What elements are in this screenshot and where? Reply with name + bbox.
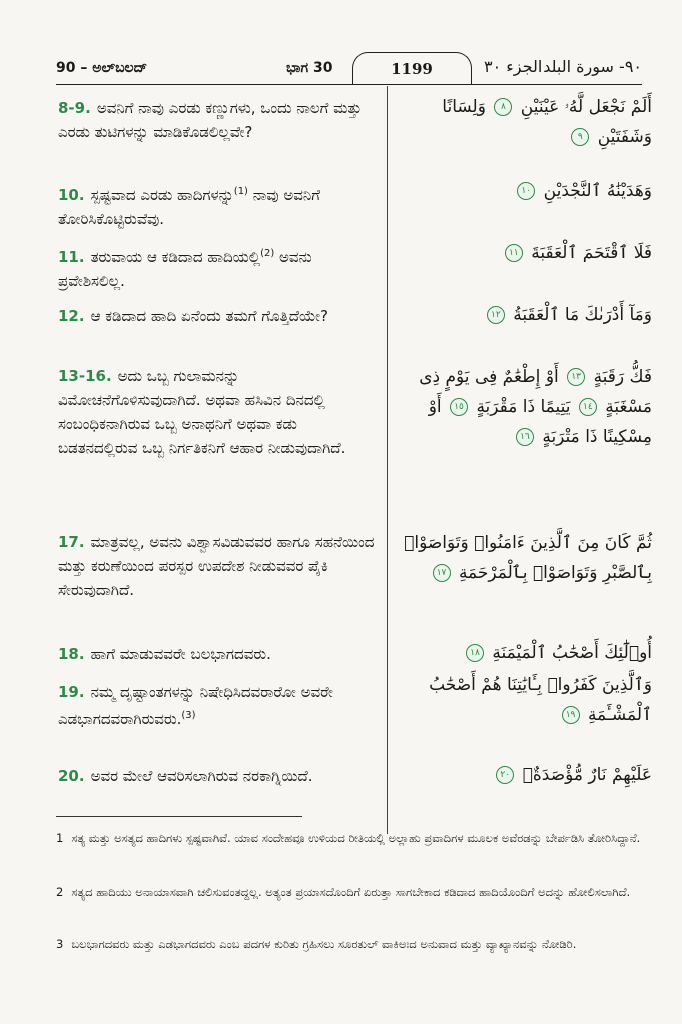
verse-marker-icon: ١٤ — [579, 398, 597, 416]
footnote-2 — [56, 882, 652, 902]
verse-marker-icon: ١١ — [505, 244, 523, 262]
verse-text: ಅವರ ಮೇಲೆ ಆವರಿಸಲಾಗಿರುವ ನರಕಾಗ್ನಿಯಿದೆ. — [90, 767, 313, 785]
arabic-text: وَٱلَّذِينَ كَفَرُوا۟ بِـَٔايَٰتِنَا هُمْ أَصْحَٰبُ ٱلْمَشْـَٔمَةِ — [429, 675, 652, 725]
verse-20-arabic — [400, 760, 652, 790]
verse-marker-icon: ١٥ — [450, 398, 468, 416]
verse-18-arabic — [400, 638, 652, 668]
footnote-3 — [56, 934, 652, 954]
arabic-text: وَلِسَانًا وَشَفَتَيْنِ — [442, 97, 652, 147]
verse-8-9-arabic — [400, 92, 652, 152]
verse-number: 18. — [58, 645, 85, 663]
verse-11-translation — [58, 242, 378, 293]
verse-text: ನಾವು ಅವನಿಗೆ ತೋರಿಸಿಕೊಟ್ಟಿರುವೆವು. — [58, 186, 320, 228]
verse-19-arabic — [400, 670, 652, 730]
footnote-number: 3 — [56, 937, 64, 951]
verse-12-translation — [58, 304, 378, 328]
page-header — [56, 52, 642, 86]
arabic-text: فَكُّ رَقَبَةٍ — [593, 367, 652, 387]
verse-13-16-arabic — [400, 362, 652, 452]
verse-number: 11. — [58, 248, 85, 266]
verse-marker-icon: ١٠ — [517, 182, 535, 200]
verse-17-arabic — [400, 528, 652, 588]
arabic-text: عَلَيْهِمْ نَارٌ مُّؤْصَدَةٌۢ — [522, 765, 652, 785]
verse-text: ಹಾಗೆ ಮಾಡುವವರೇ ಬಲಭಾಗದವರು. — [90, 645, 271, 663]
verse-number: 10. — [58, 186, 85, 204]
verse-marker-icon: ١٨ — [466, 644, 484, 662]
footnote-number: 2 — [56, 885, 64, 899]
footnote-ref: (1) — [233, 186, 248, 197]
arabic-text: أَلَمْ نَجْعَل لَّهُۥ عَيْنَيْنِ — [520, 97, 652, 117]
verse-marker-icon: ٢٠ — [496, 766, 514, 784]
verse-10-arabic — [400, 176, 652, 206]
verse-text: ಆ ಕಡಿದಾದ ಹಾದಿ ಏನೆಂದು ತಮಗೆ ಗೊತ್ತಿದೆಯೇ? — [90, 307, 328, 325]
arabic-text: وَهَدَيْنَٰهُ ٱلنَّجْدَيْنِ — [543, 181, 652, 201]
verse-text: ಅವನು ಪ್ರವೇಶಿಸಲಿಲ್ಲ. — [58, 248, 312, 290]
arabic-text: ثُمَّ كَانَ مِنَ ٱلَّذِينَ ءَامَنُوا۟ وَتَوَاصَوْا۟ بِٱلصَّبْرِ وَتَوَاصَوْا۟ بِٱلْمَرْحَمَةِ — [404, 533, 652, 583]
verse-marker-icon: ٩ — [571, 128, 589, 146]
verse-17-translation — [58, 530, 378, 602]
arabic-text: وَمَآ أَدْرَىٰكَ مَا ٱلْعَقَبَةُ — [513, 305, 652, 325]
footnote-number: 1 — [56, 831, 64, 845]
verse-marker-icon: ١٧ — [433, 564, 451, 582]
verse-marker-icon: ٨ — [494, 98, 512, 116]
footnote-1 — [56, 828, 652, 848]
verse-marker-icon: ١٦ — [516, 428, 534, 446]
verse-19-translation — [58, 680, 378, 731]
verse-number: 19. — [58, 683, 85, 701]
verse-marker-icon: ١٩ — [562, 706, 580, 724]
verse-18-translation — [58, 642, 378, 666]
verse-number: 12. — [58, 307, 85, 325]
arabic-text: أُو۟لَٰٓئِكَ أَصْحَٰبُ ٱلْمَيْمَنَةِ — [492, 643, 652, 663]
verse-8-9-translation — [58, 96, 378, 144]
arabic-text: أَوْ مِسْكِينًا ذَا مَتْرَبَةٍ — [428, 397, 652, 447]
verse-text: ತರುವಾಯ ಆ ಕಡಿದಾದ ಹಾದಿಯಲ್ಲಿ — [90, 248, 261, 266]
page-number: 1199 — [352, 52, 472, 85]
verse-number: 20. — [58, 767, 85, 785]
verse-10-translation — [58, 180, 378, 231]
verse-12-arabic — [400, 300, 652, 330]
verse-number: 8-9. — [58, 99, 91, 117]
surah-label-arabic: ٩٠- سورة البلد — [543, 57, 642, 76]
verse-11-arabic — [400, 238, 652, 268]
footnote-rule — [56, 816, 302, 817]
footnote-text: ಸತ್ಯದ ಹಾದಿಯು ಅನಾಯಾಸವಾಗಿ ಚಲಿಸುವಂತದ್ದಲ್ಲ. ಅತ್ಯಂತ ಪ್ರಯಾಸದೊಂದಿಗೆ ಏರುತ್ತಾ ಸಾಗಬೇಕಾದ ಕಡಿದಾದ ಹಾದಿಯೊಂದಿಗೆ ಅದನ್ನು ಹೋಲಿಸಲಾಗಿದೆ. — [71, 885, 631, 899]
header-rule — [56, 84, 642, 85]
verse-number: 17. — [58, 533, 85, 551]
verse-number: 13-16. — [58, 367, 112, 385]
footnote-ref: (3) — [181, 710, 196, 721]
verse-text: ನಮ್ಮ ದೃಷ್ಟಾಂತಗಳನ್ನು ನಿಷೇಧಿಸಿದವರಾರೋ ಅವರೇ ಎಡಭಾಗದವರಾಗಿರುವರು. — [58, 683, 333, 728]
verse-text: ಸ್ಪಷ್ಟವಾದ ಎರಡು ಹಾದಿಗಳನ್ನು — [90, 186, 234, 204]
verse-20-translation — [58, 764, 378, 788]
arabic-text: يَتِيمًا ذَا مَقْرَبَةٍ — [476, 397, 571, 417]
verse-text: ಅದು ಒಬ್ಬ ಗುಲಾಮನನ್ನು ವಿಮೋಚನೆಗೊಳಿಸುವುದಾಗಿದೆ. ಅಥವಾ ಹಸಿವಿನ ದಿನದಲ್ಲಿ ಸಂಬಂಧಿಕನಾಗಿರುವ ಒಬ್ಬ ಅನಾಥನಿಗೆ ಅಥವಾ ಕಡು ಬಡತನದಲ್ಲಿರುವ ಒಬ್ಬ ನಿರ್ಗತಿಕನಿಗೆ ಆಹಾರ ನೀಡುವುದಾಗಿದೆ. — [58, 367, 346, 457]
footnote-text: ಬಲಭಾಗದವರು ಮತ್ತು ಎಡಭಾಗದವರು ಎಂಬ ಪದಗಳ ಕುರಿತು ಗ್ರಹಿಸಲು ಸೂರತುಲ್ ವಾಕಿಅಃದ ಅನುವಾದ ಮತ್ತು ವ್ಯಾಖ್ಯಾನವನ್ನು ನೋಡಿರಿ. — [71, 937, 577, 951]
footnote-ref: (2) — [260, 248, 275, 259]
juz-label-kannada: ಭಾಗ 30 — [286, 60, 333, 76]
juz-label-arabic: الجزء ٣٠ — [484, 57, 543, 76]
arabic-text: أَوْ إِطْعَٰمٌ فِى يَوْمٍ ذِى مَسْغَبَةٍ — [419, 367, 652, 417]
verse-marker-icon: ١٢ — [487, 306, 505, 324]
arabic-text: فَلَا ٱقْتَحَمَ ٱلْعَقَبَةَ — [531, 243, 652, 263]
verse-text: ಅವನಿಗೆ ನಾವು ಎರಡು ಕಣ್ಣುಗಳು, ಒಂದು ನಾಲಗೆ ಮತ್ತು ಎರಡು ತುಟಿಗಳನ್ನು ಮಾಡಿಕೊಡಲಿಲ್ಲವೇ? — [58, 99, 362, 141]
verse-13-16-translation — [58, 364, 378, 460]
surah-label-kannada: 90 – ಅಲ್‌ಬಲದ್ — [56, 60, 148, 76]
verse-text: ಮಾತ್ರವಲ್ಲ, ಅವನು ವಿಶ್ವಾಸವಿಡುವವರ ಹಾಗೂ ಸಹನೆಯಿಂದ ಮತ್ತು ಕರುಣೆಯಿಂದ ಪರಸ್ಪರ ಉಪದೇಶ ನೀಡುವವರ ಪೈಕಿ ಸೇರುವುದಾಗಿದೆ. — [58, 533, 375, 599]
footnote-text: ಸತ್ಯ ಮತ್ತು ಅಸತ್ಯದ ಹಾದಿಗಳು ಸ್ಪಷ್ಟವಾಗಿವೆ. ಯಾವ ಸಂದೇಹವೂ ಉಳಿಯದ ರೀತಿಯಲ್ಲಿ ಅಲ್ಲಾಹು ಪ್ರವಾದಿಗಳ ಮೂಲಕ ಅವೆರಡನ್ನು ಬೇರ್ಪಡಿಸಿ ತೋರಿಸಿದ್ದಾನೆ. — [71, 831, 641, 845]
column-divider — [387, 86, 388, 834]
verse-marker-icon: ١٣ — [567, 368, 585, 386]
